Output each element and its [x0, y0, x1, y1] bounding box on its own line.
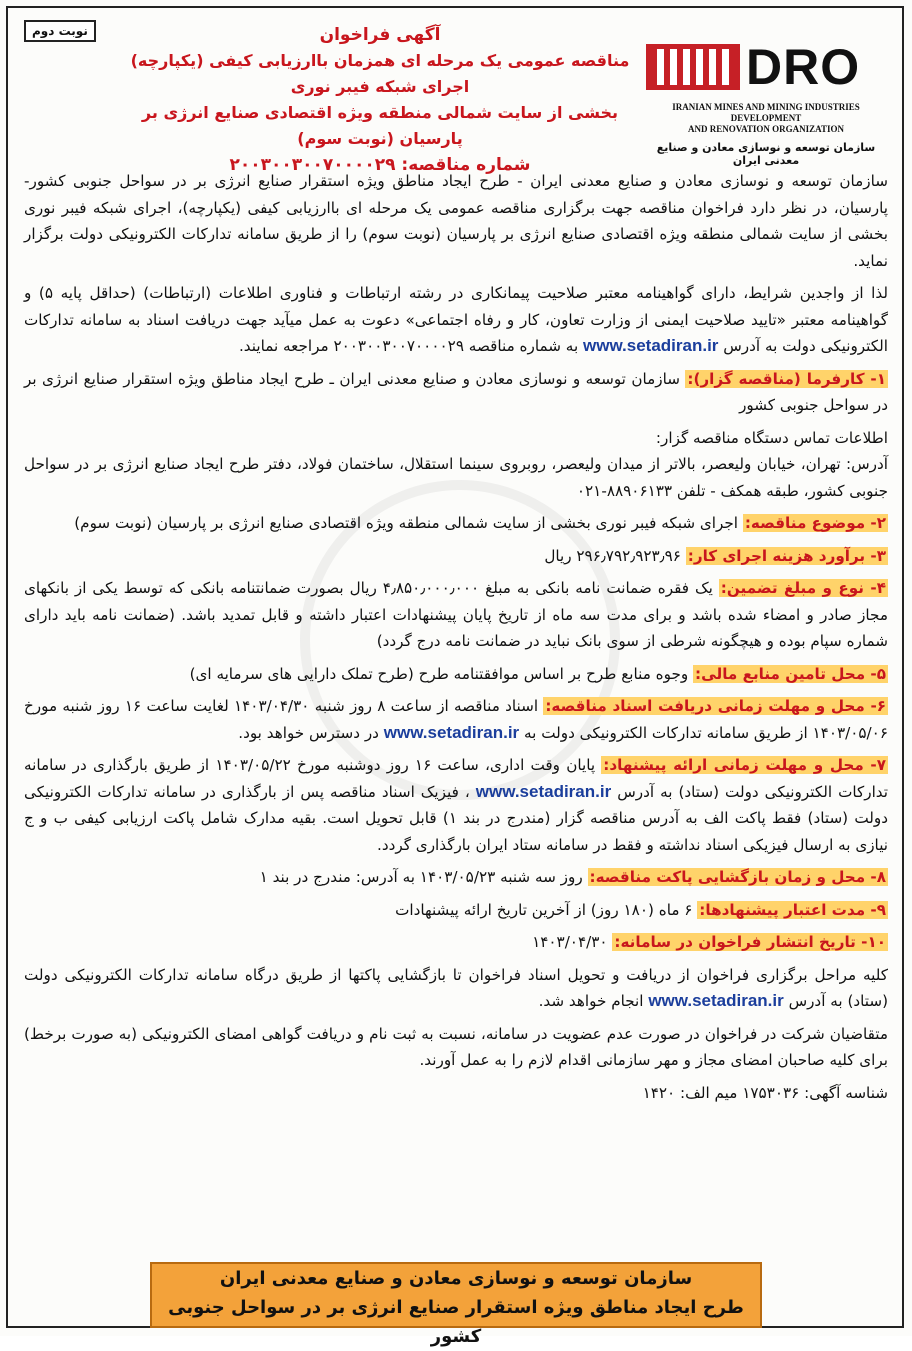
imidro-logo: [646, 36, 886, 167]
title-block: [130, 22, 630, 178]
closing-paragraph: کلیه مراحل برگزاری فراخوان از دریافت و تحویل اسناد فراخوان تا بازگشایی پاکتها از طریق درگاه سامانه تدارکات الکترونیکی دولت (ستاد) به آدرس www.setadiran.ir انجام خواهد شد.: [24, 965, 888, 1010]
section-3-label: ۳- برآورد هزینه اجرای کار:: [687, 546, 886, 565]
logo-text: DRO: [746, 39, 861, 95]
ad-body: [24, 168, 888, 1112]
section-9: ۹- مدت اعتبار پیشنهادها: ۶ ماه (۱۸۰ روز) از آخرین تاریخ ارائه پیشنهادات: [395, 900, 886, 919]
footer-line-1: سازمان توسعه و نوسازی معادن و صنایع معدنی ایران: [219, 1268, 693, 1289]
footer-banner: [150, 1262, 762, 1347]
header: [20, 18, 892, 175]
section-4-label: ۴- نوع و مبلغ تضمین:: [720, 579, 886, 597]
footer-line-2: طرح ایجاد مناطق ویژه استقرار صنایع انرژی بر در سواحل جنوبی کشور: [168, 1297, 744, 1347]
requirements-paragraph: لذا از واجدین شرایط، دارای گواهینامه معتبر صلاحیت پیمانکاری در رشته ارتباطات و فناوری اطلاعات (ارتباطات) (حداقل پایه ۵) و گواهینامه معتبر «تایید صلاحیت ایمنی از وزارت تعاون، کار و رفاه اجتماعی» دعوت به عمل میآید جهت دریافت اسناد به سامانه تدارکات الکترونیکی دولت به آدرس www.setadiran.ir به شماره مناقصه ۲۰۰۳۰۰۳۰۰۷۰۰۰۰۲۹ مراجعه نمایند.: [24, 284, 888, 355]
setadiran-link[interactable]: www.setadiran.ir: [383, 722, 520, 742]
section-8-label: ۸- محل و زمان بازگشایی پاکت مناقصه:: [589, 868, 886, 886]
logo-mark: [646, 36, 886, 98]
section-2-label: ۲- موضوع مناقصه:: [744, 514, 886, 532]
section-5: ۵- محل تامین منابع مالی: وجوه منابع طرح بر اساس موافقتنامه طرح (طرح تملک دارایی های سرمایه ای): [189, 664, 886, 683]
section-7: ۷- محل و مهلت زمانی ارائه پیشنهاد: پایان وقت اداری، ساعت ۱۶ روز دوشنبه مورخ ۱۴۰۳/۰۵/۲۲ از طریق بارگذاری در سامانه تدارکات الکترونیکی دولت (ستاد) به آدرس www.setadiran.ir ، فیزیک اسناد مناقصه پس از بارگذاری در سامانه تدارکات الکترونیکی دولت (ستاد) فقط پاکت الف به آدرس مناقصه گزار (مندرج در بند ۱) قابل تحویل است. بقیه مدارک شامل پاکت ارزیابی کیفی ب و ج نیازی به ارسال فیزیکی اسناد نداشته و فقط در سامانه ستاد ایران بارگذاری گردد.: [24, 756, 888, 854]
contact-title: اطلاعات تماس دستگاه مناقصه گزار:: [655, 428, 888, 447]
section-1: ۱- کارفرما (مناقصه گزار): سازمان توسعه و نوسازی معادن و صنایع معدنی ایران ـ طرح ایجاد مناطق ویژه استقرار صنایع انرژی بر در سواحل جنوبی کشور: [24, 369, 888, 414]
setadiran-link[interactable]: www.setadiran.ir: [475, 781, 612, 801]
section-6: ۶- محل و مهلت زمانی دریافت اسناد مناقصه: اسناد مناقصه از ساعت ۸ روز شنبه ۱۴۰۳/۰۴/۳۰ لغایت ساعت ۱۶ روز شنبه مورخ ۱۴۰۳/۰۵/۰۶ از طریق سامانه تدارکات الکترونیکی دولت به www.setadiran.ir در دسترس خواهد بود.: [24, 697, 888, 742]
title-line-3: بخشی از سایت شمالی منطقه ویژه اقتصادی صنایع انرژی بر پارسیان (نوبت سوم): [141, 103, 619, 148]
section-10: ۱۰- تاریخ انتشار فراخوان در سامانه: ۱۴۰۳/۰۴/۳۰: [532, 933, 886, 951]
ad-reference: شناسه آگهی: ۱۷۵۳۰۳۶ میم الف: ۱۴۲۰: [642, 1083, 888, 1102]
tender-number: شماره مناقصه: ۲۰۰۳۰۰۳۰۰۷۰۰۰۰۲۹: [229, 155, 531, 175]
round-badge: نوبت دوم: [24, 20, 96, 42]
intro-paragraph: سازمان توسعه و نوسازی معادن و صنایع معدنی ایران - طرح ایجاد مناطق ویژه استقرار صنایع انرژی بر در سواحل جنوبی کشور- پارسیان، در نظر دارد فراخوان مناقصه جهت برگزاری مناقصه عمومی یک مرحله ای باارزیابی کیفی (یکپارچه)، اجرای شبکه فیبر نوری بخشی از سایت شمالی منطقه ویژه اقتصادی صنایع انرژی بر پارسیان (نوبت سوم) را از طریق سامانه تدارکات الکترونیکی دولت برگزار نماید.: [24, 172, 888, 270]
section-7-label: ۷- محل و مهلت زمانی ارائه پیشنهاد:: [603, 756, 887, 774]
setadiran-link[interactable]: www.setadiran.ir: [583, 336, 719, 355]
section-8: ۸- محل و زمان بازگشایی پاکت مناقصه: روز سه شنبه ۱۴۰۳/۰۵/۲۳ به آدرس: مندرج در بند ۱: [259, 868, 886, 886]
section-3: ۳- برآورد هزینه اجرای کار: ۲۹۶٫۷۹۲٫۹۲۳٫۹۶ ریال: [544, 546, 886, 565]
applicants-paragraph: متقاضیان شرکت در فراخوان در صورت عدم عضویت در سامانه، نسبت به ثبت نام و دریافت گواهی امضای الکترونیکی (به صورت برخط) برای کلیه صاحبان امضای مجاز و مهر سازمانی اقدام لازم را به عمل آورند.: [24, 1024, 888, 1069]
title-line-1: آگهی فراخوان: [319, 25, 441, 45]
address: آدرس: تهران، خیابان ولیعصر، بالاتر از میدان ولیعصر، روبروی سینما استقلال، ساختمان فولاد، دفتر طرح ایجاد صنایع انرژی بر در سواحل جنوبی کشور، طبقه همکف - تلفن ۸۸۹۰۶۱۳۳-۰۲۱: [24, 455, 888, 500]
section-5-label: ۵- محل تامین منابع مالی:: [695, 664, 886, 683]
contact-info: [24, 425, 888, 505]
section-2: ۲- موضوع مناقصه: اجرای شبکه فیبر نوری بخشی از سایت شمالی منطقه ویژه اقتصادی صنایع انرژی بر پارسیان (نوبت سوم): [74, 514, 886, 532]
section-1-label: ۱- کارفرما (مناقصه گزار):: [687, 369, 887, 388]
title-line-2: مناقصه عمومی یک مرحله ای همزمان باارزیابی کیفی (یکپارچه) اجرای شبکه فیبر نوری: [130, 51, 630, 96]
logo-persian-name: سازمان توسعه و نوسازی معادن و صنایع معدنی ایران: [656, 141, 876, 167]
section-10-label: ۱۰- تاریخ انتشار فراخوان در سامانه:: [614, 933, 886, 951]
section-4: ۴- نوع و مبلغ تضمین: یک فقره ضمانت نامه بانکی به مبلغ ۴٫۸۵۰٫۰۰۰٫۰۰۰ ریال بصورت ضمانتنامه بانکی که توسط یکی از بانکهای مجاز صادر و امضاء شده باشد و برای مدت سه ماه از تاریخ پایان پیشنهادات اعتبار داشته و قابل تمدید باشد. (ضمانت نامه باید دارای شماره سپام بوده و هیچگونه شرطی از سوی بانک نباید در ضمانت نامه درج گردد): [24, 579, 888, 650]
logo-english-name: IRANIAN MINES AND MINING INDUSTRIES DEVELOPMENT AND RENOVATION ORGANIZATION: [672, 102, 860, 134]
setadiran-link[interactable]: www.setadiran.ir: [648, 991, 784, 1010]
logo-red-block: [646, 44, 740, 90]
section-9-label: ۹- مدت اعتبار پیشنهادها:: [699, 900, 886, 919]
section-6-label: ۶- محل و مهلت زمانی دریافت اسناد مناقصه:: [545, 697, 887, 715]
